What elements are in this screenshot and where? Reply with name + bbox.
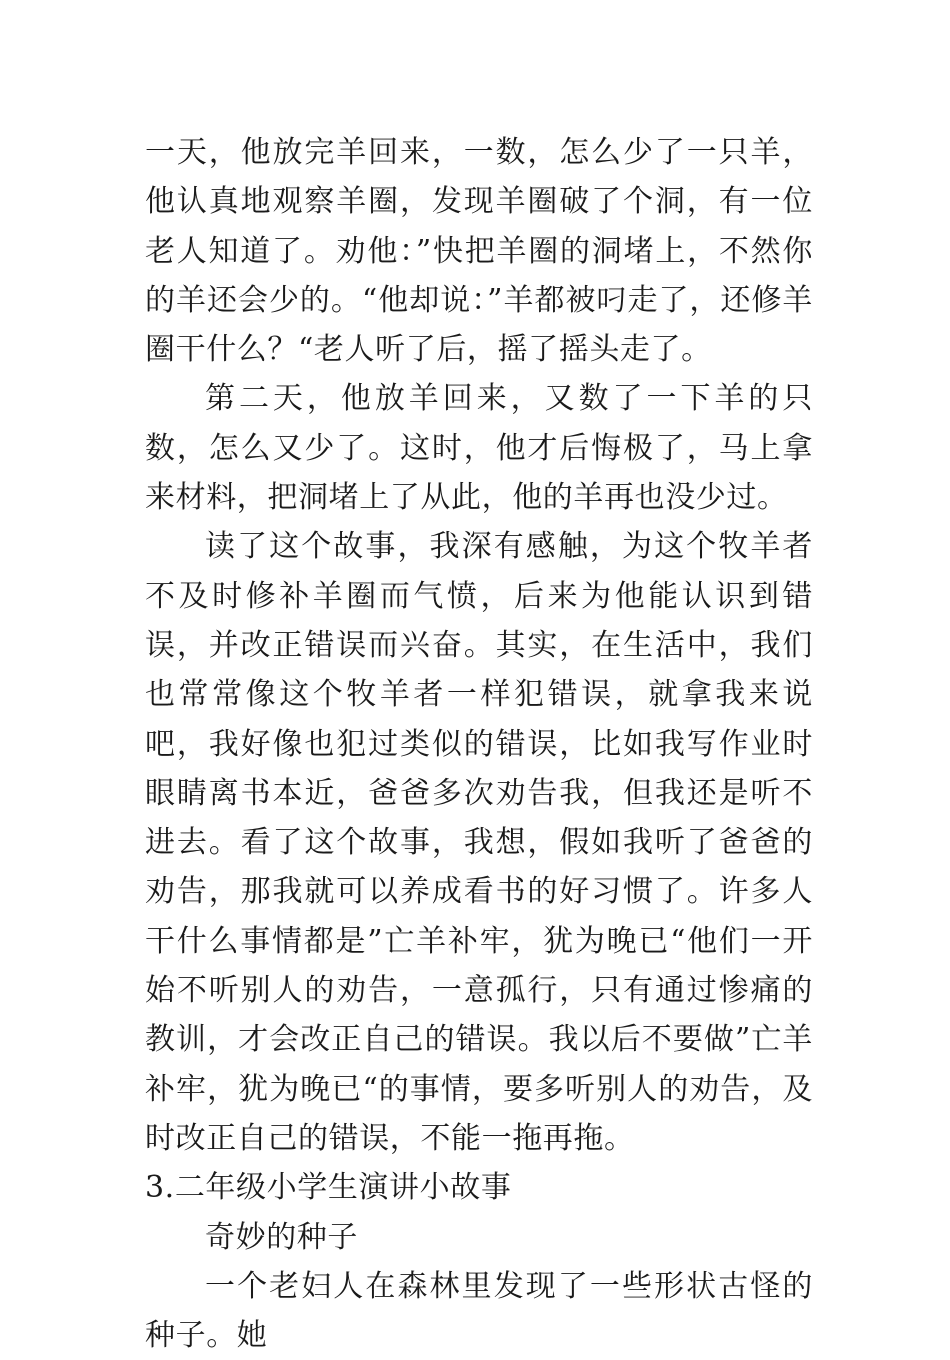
story-paragraph-2: 第二天，他放羊回来，又数了一下羊的只数，怎么又少了。这时，他才后悔极了，马上拿来材料，把洞堵上了从此，他的羊再也没少过。	[145, 381, 813, 516]
story-paragraph-1: 一天，他放完羊回来，一数，怎么少了一只羊，他认真地观察羊圈，发现羊圈破了个洞，有一位老人知道了。劝他：”快把羊圈的洞堵上，不然你的羊还会少的。“他却说：”羊都被叼走了，还修羊圈干什么？“老人听了后，摇了摇头走了。	[145, 135, 813, 368]
section-heading: 3.二年级小学生演讲小故事	[145, 1170, 512, 1206]
story-opening-line: 一个老妇人在森林里发现了一些形状古怪的种子。她	[145, 1268, 813, 1354]
document-page	[145, 128, 813, 1360]
story-title: 奇妙的种子	[205, 1219, 358, 1255]
reflection-paragraph: 读了这个故事，我深有感触，为这个牧羊者不及时修补羊圈而气愤，后来为他能认识到错误，并改正错误而兴奋。其实，在生活中，我们也常常像这个牧羊者一样犯错误，就拿我来说吧，我好像也犯过类似的错误，比如我写作业时眼睛离书本近，爸爸多次劝告我，但我还是听不进去。看了这个故事，我想，假如我听了爸爸的劝告，那我就可以养成看书的好习惯了。许多人干什么事情都是”亡羊补牢，犹为晚已“他们一开始不听别人的劝告，一意孤行，只有通过惨痛的教训，才会改正自己的错误。我以后不要做”亡羊补牢，犹为晚已“的事情，要多听别人的劝告，及时改正自己的错误，不能一拖再拖。	[145, 529, 813, 1156]
